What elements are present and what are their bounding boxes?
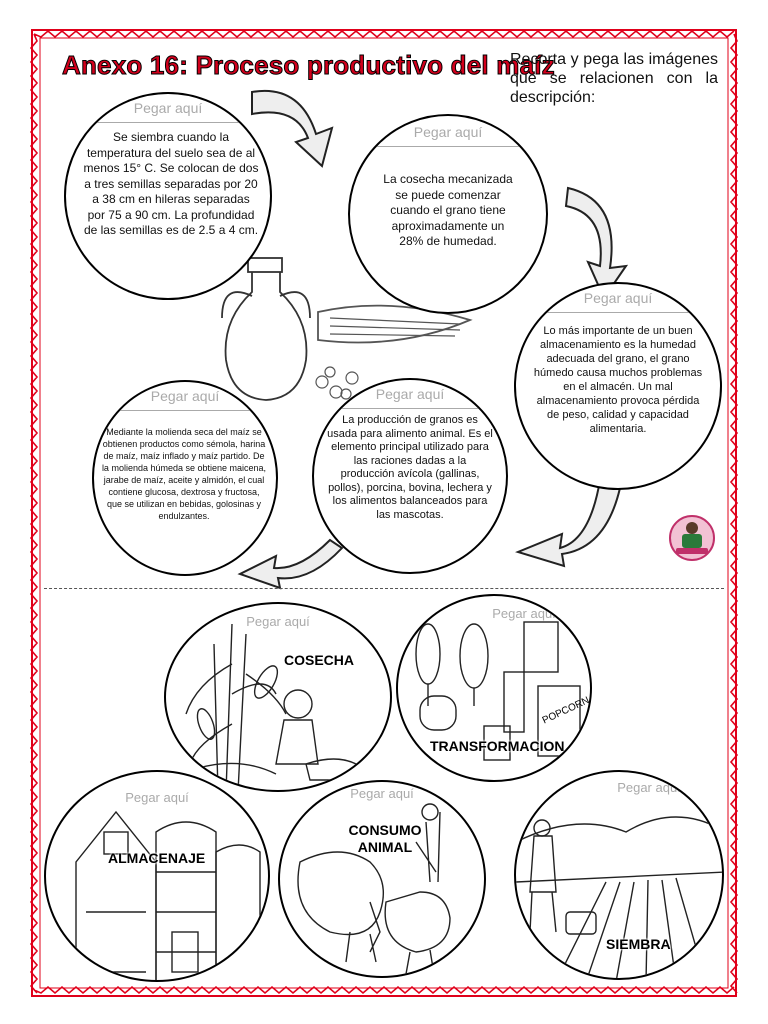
cutout-label-almacenaje: ALMACENAJE <box>108 850 206 866</box>
cutout-circle-almacenaje[interactable] <box>44 770 270 982</box>
paste-here-label: Pegar aquí <box>125 790 189 805</box>
paste-here-label: Pegar aquí <box>617 780 681 795</box>
transformacion-illustration <box>398 596 592 782</box>
cutout-label-cosecha: COSECHA <box>284 652 355 668</box>
cutout-label-siembra: SIEMBRA <box>606 936 671 952</box>
consumo-illustration <box>280 782 486 978</box>
cutout-circle-cosecha[interactable] <box>164 602 392 792</box>
description-text-transformacion: Mediante la molienda seca del maíz se obtienen productos como sémola, harina de maíz, maíz inflado y maíz partido. De la molienda húmeda se obtiene maicena, jarabe de maíz, aceite y almidón, el cual contiene glucosa, dextrosa y fructosa, que se utilizan en bebidas, golosinas y endulzantes. <box>101 427 267 521</box>
description-circle-cosecha <box>348 114 548 314</box>
cutout-label-consumo: CONSUMO ANIMAL <box>348 822 422 855</box>
description-circle-siembra <box>64 92 272 300</box>
paste-here-label: Pegar aquí <box>413 124 483 140</box>
svg-text:POPCORN: POPCORN <box>540 695 592 727</box>
paste-here-label: Pegar aquí <box>492 606 556 621</box>
cosecha-illustration <box>166 604 392 792</box>
description-circle-almacenaje <box>514 282 722 490</box>
paste-here-label: Pegar aquí <box>246 614 310 629</box>
cutout-circle-transformacion[interactable] <box>396 594 592 782</box>
paste-here-label: Pegar aquí <box>133 100 203 116</box>
paste-here-label: Pegar aquí <box>583 290 653 306</box>
page-title: Anexo 16: Proceso productivo del maíz <box>62 50 555 80</box>
description-text-cosecha: La cosecha mecanizada se puede comenzar cuando el grano tiene aproximadamente un 28% de humedad. <box>383 172 513 248</box>
cutout-circle-consumo[interactable] <box>278 780 486 978</box>
teacher-badge-icon <box>670 516 714 560</box>
paste-here-label: Pegar aquí <box>375 386 445 402</box>
cutout-circle-siembra[interactable] <box>514 770 724 980</box>
description-circle-consumo <box>312 378 508 574</box>
instructions-text: Recorta y pega las imágenes que se relacionen con la descripción: <box>510 51 718 106</box>
paste-here-label: Pegar aquí <box>350 786 414 801</box>
paste-here-label: Pegar aquí <box>150 388 220 404</box>
description-text-almacenaje: Lo más importante de un buen almacenamiento es la humedad adecuada del grano, el grano húmedo causa muchos problemas en el almacén. Un mal almacenamiento provoca pérdida de peso, calidad y capacidad alimentaria. <box>533 325 703 435</box>
almacenaje-illustration <box>46 772 270 982</box>
description-text-consumo: La producción de granos es usada para alimento animal. Es el elemento principal utilizado para las raciones dadas a la producción avícola (gallinas, pollos), porcina, bovina, lechera y los alimentos balanceados para las mascotas. <box>327 414 493 521</box>
jug-icon <box>222 258 310 400</box>
description-circle-transformacion <box>92 380 278 576</box>
description-text-siembra: Se siembra cuando la temperatura del suelo sea de al menos 15° C. Se colocan de dos a tres semillas separadas por 20 a 38 cm en hileras separadas por 75 a 90 cm. La profundidad de las semillas es de 2.5 a 4 cm. <box>83 130 259 237</box>
cutout-label-transformacion: TRANSFORMACION <box>430 738 565 754</box>
cut-line <box>44 588 724 589</box>
